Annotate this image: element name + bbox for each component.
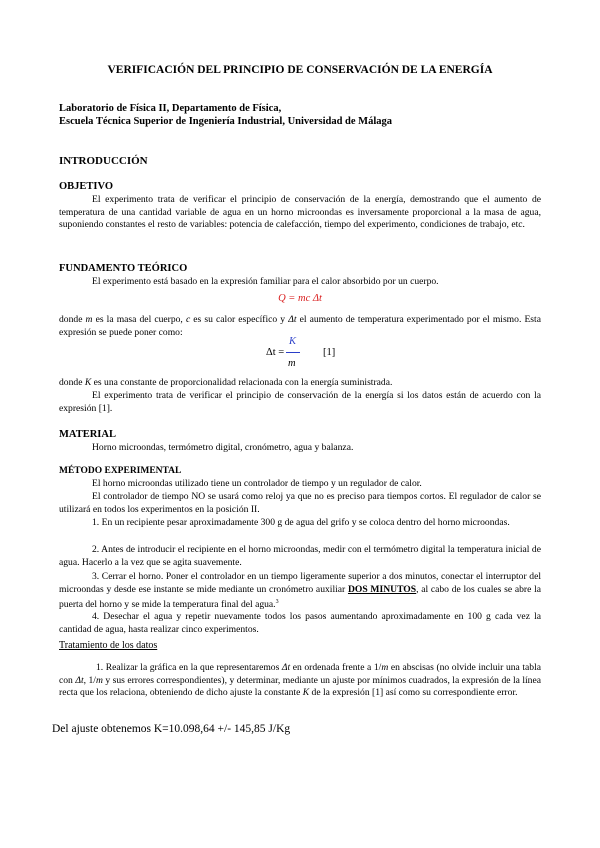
- theory-paragraph-1: El experimento está basado en la expresión familiar para el calor absorbido por un cuerpo.: [92, 276, 439, 287]
- introduction-heading: INTRODUCCIÓN: [59, 155, 148, 167]
- data-treatment-paragraph: 1. Realizar la gráfica en la que representaremos Δt en ordenada frente a 1/m en abscisas (no olvide incluir una tabla con Δt, 1/m y sus errores correspondientes), y determinar, mediante un ajuste por mínimos cuadrados, la expresión de la línea recta que los relaciona, obteniendo de dicho ajuste la constante K de la expresión [1] así como su correspondiente error.: [59, 662, 542, 699]
- footnote-marker: 3: [275, 599, 279, 606]
- method-step-3: 3. Cerrar el horno. Poner el controlador en un tiempo ligeramente superior a dos minutos, conectar el interruptor del microondas y desde ese instante se mide mediante un cronómetro auxiliar DOS MINUTOS, al cabo de los cuales se abre la puerta del horno y se mide la temperatura final del agua.$^3$: [59, 571, 542, 611]
- equation-numerator: K: [289, 336, 297, 347]
- equation-lhs: Δt =: [266, 347, 285, 358]
- method-paragraph-1: El horno microondas utilizado tiene un controlador de tiempo y un regulador de calor.: [92, 478, 422, 489]
- fit-result: Del ajuste obtenemos K=10.098,64 +/- 145,85 J/Kg: [52, 723, 291, 735]
- theory-paragraph-2: donde m es la masa del cuerpo, c es su calor específico y Δt el aumento de temperatura experimentado por el mismo. Esta expresión se puede poner como:: [59, 314, 541, 338]
- data-treatment-heading: Tratamiento de los datos: [59, 640, 158, 651]
- material-paragraph: Horno microondas, termómetro digital, cronómetro, agua y balanza.: [92, 442, 354, 453]
- objective-heading: OBJETIVO: [59, 181, 114, 192]
- method-step-1: 1. En un recipiente pesar aproximadamente 300 g de agua del grifo y se coloca dentro del horno microondas.: [92, 517, 510, 528]
- method-step-4: 4. Desechar el agua y repetir nuevamente todos los pasos aumentando aproximadamente en 100 g cada vez la cantidad de agua, hasta realizar cinco experimentos.: [59, 611, 541, 635]
- affiliation-line-1: Laboratorio de Física II, Departamento de Física,: [59, 103, 282, 114]
- theory-heading: FUNDAMENTO TEÓRICO: [59, 263, 188, 274]
- theory-paragraph-4: El experimento trata de verificar el principio de conservación de la energía si los datos están de acuerdo con la expresión [1].: [59, 390, 541, 414]
- fraction-bar: [286, 352, 300, 353]
- theory-paragraph-3: donde K es una constante de proporcionalidad relacionada con la energía suministrada.: [59, 377, 393, 388]
- method-heading: MÉTODO EXPERIMENTAL: [59, 466, 182, 476]
- heat-equation-text: Q = mc Δt: [278, 293, 322, 304]
- proportionality-equation: [266, 336, 356, 372]
- method-step-2: 2. Antes de introducir el recipiente en el horno microondas, medir con el termómetro digital la temperatura inicial de agua. Hacerlo a la vez que se agita suavemente.: [59, 544, 541, 568]
- equation-label: [1]: [323, 347, 336, 358]
- equation-denominator: m: [288, 358, 296, 369]
- page-title: VERIFICACIÓN DEL PRINCIPIO DE CONSERVACIÓN DE LA ENERGÍA: [107, 64, 493, 76]
- affiliation-line-2: Escuela Técnica Superior de Ingeniería Industrial, Universidad de Málaga: [59, 116, 393, 127]
- heat-equation: [0, 293, 600, 304]
- method-paragraph-2: El controlador de tiempo NO se usará como reloj ya que no es preciso para tiempos cortos. El regulador de calor se utilizará en todos los experimentos en la posición II.: [59, 491, 541, 515]
- objective-paragraph: El experimento trata de verificar el principio de conservación de la energía, demostrando que el aumento de temperatura de una cantidad variable de agua en un horno microondas es inversamente proporcional a la masa de agua, suponiendo constantes el resto de variables: potencia de calefacción, tiempo del experimento, condiciones de trabajo, etc.: [59, 194, 541, 231]
- two-minutes-emphasis: DOS MINUTOS: [347, 583, 417, 595]
- material-heading: MATERIAL: [59, 429, 116, 440]
